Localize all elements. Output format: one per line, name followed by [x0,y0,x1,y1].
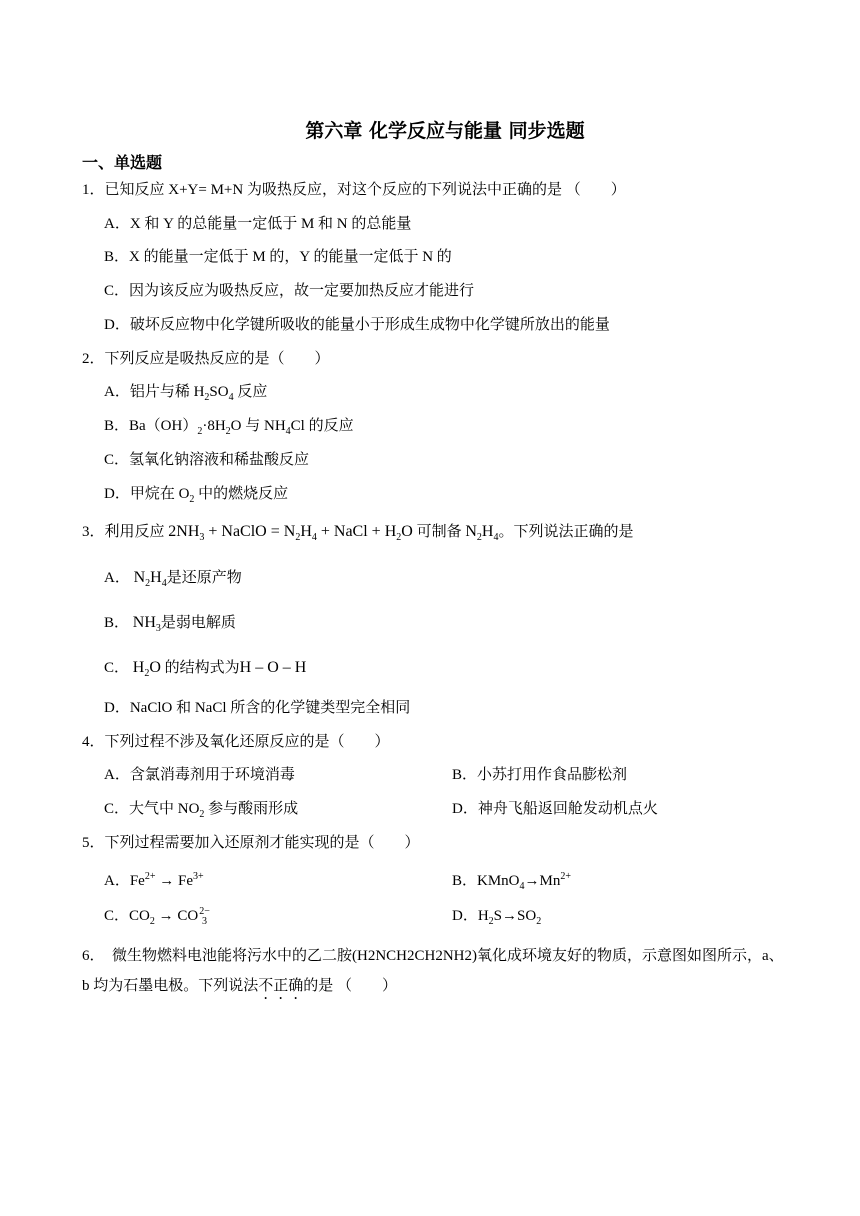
question-3-option-d: D．NaClO 和 NaCl 所含的化学键类型完全相同 [104,700,411,716]
question-4-option-b: B．小苏打用作食品膨松剂 [452,767,628,783]
question-4-option-a: A．含氯消毒剂用于环境消毒 [104,767,295,783]
question-2-option-a: A．铝片与稀 $H_2SO_4$ 反应 [104,384,268,403]
question-2-option-c: C．氢氧化钠溶液和稀盐酸反应 [104,452,310,468]
question-3-option-c: C． $H_2O$ 的结构式为H – O – H [104,659,307,680]
reaction-equation: $2NH_3$ + NaClO = $N_2H_4$ + NaCl + $H_2O$ [168,523,413,544]
question-5-option-d: D．$H_2S\to SO_2$ [452,908,542,927]
question-1-option-d: D．破坏反应物中化学键所吸收的能量小于形成生成物中化学键所放出的能量 [104,317,610,333]
question-1-option-b: B．X 的能量一定低于 M 的，Y 的能量一定低于 N 的 [104,249,452,265]
question-1-option-a: A．X 和 Y 的总能量一定低于 M 和 N 的总能量 [104,216,412,232]
question-5-option-b: B．$KMnO_4\to Mn^{2+}$ [452,871,571,892]
question-6-stem-line-1: 6． 微生物燃料电池能将污水中的乙二胺(H2NCH2CH2NH2)氧化成环境友好的物质，示意图如图所示，a、 [82,948,784,964]
question-2-stem: 2．下列反应是吸热反应的是（ ） [82,351,330,367]
question-5-stem: 5．下列过程需要加入还原剂才能实现的是（ ） [82,835,420,851]
section-heading: 一、单选题 [82,153,163,172]
question-3-stem: 3．利用反应 $2NH_3$ + NaClO = $N_2H_4$ + NaCl + $H_2O$ 可制备 $N_2H_4$。下列说法正确的是 [82,523,634,544]
page-title: 第六章 化学反应与能量 同步选题 [305,120,585,142]
emphasis-mark: 不正确 [258,978,304,994]
question-3-option-a: A． $N_2H_4$是还原产物 [104,569,242,590]
question-3-option-b: B． $NH_3$是弱电解质 [104,614,236,635]
question-5-option-a: A．$Fe^{2+} \to Fe^{3+}$ [104,871,204,889]
question-4-option-c: C．大气中 $NO_2$ 参与酸雨形成 [104,801,299,820]
question-4-stem: 4．下列过程不涉及氧化还原反应的是（ ） [82,734,390,750]
question-6-stem-line-2: b 均为石墨电极。下列说法不正确的是 （ ） [82,978,398,994]
question-5-option-c: C．$CO_2$ → CO 2− 3 [104,905,210,927]
question-1-stem: 1．已知反应 X+Y= M+N 为吸热反应，对这个反应的下列说法中正确的是 （ ） [82,182,626,198]
question-2-option-b: B．$Ba(OH)_2\cdot 8H_2O$ 与 $NH_4Cl$ 的反应 [104,418,354,437]
question-4-option-d: D．神舟飞船返回舱发动机点火 [452,801,658,817]
question-2-option-d: D．甲烷在 $O_2$ 中的燃烧反应 [104,486,289,505]
question-1-option-c: C．因为该反应为吸热反应，故一定要加热反应才能进行 [104,283,475,299]
carbonate-charge: 2− 3 [199,905,210,927]
